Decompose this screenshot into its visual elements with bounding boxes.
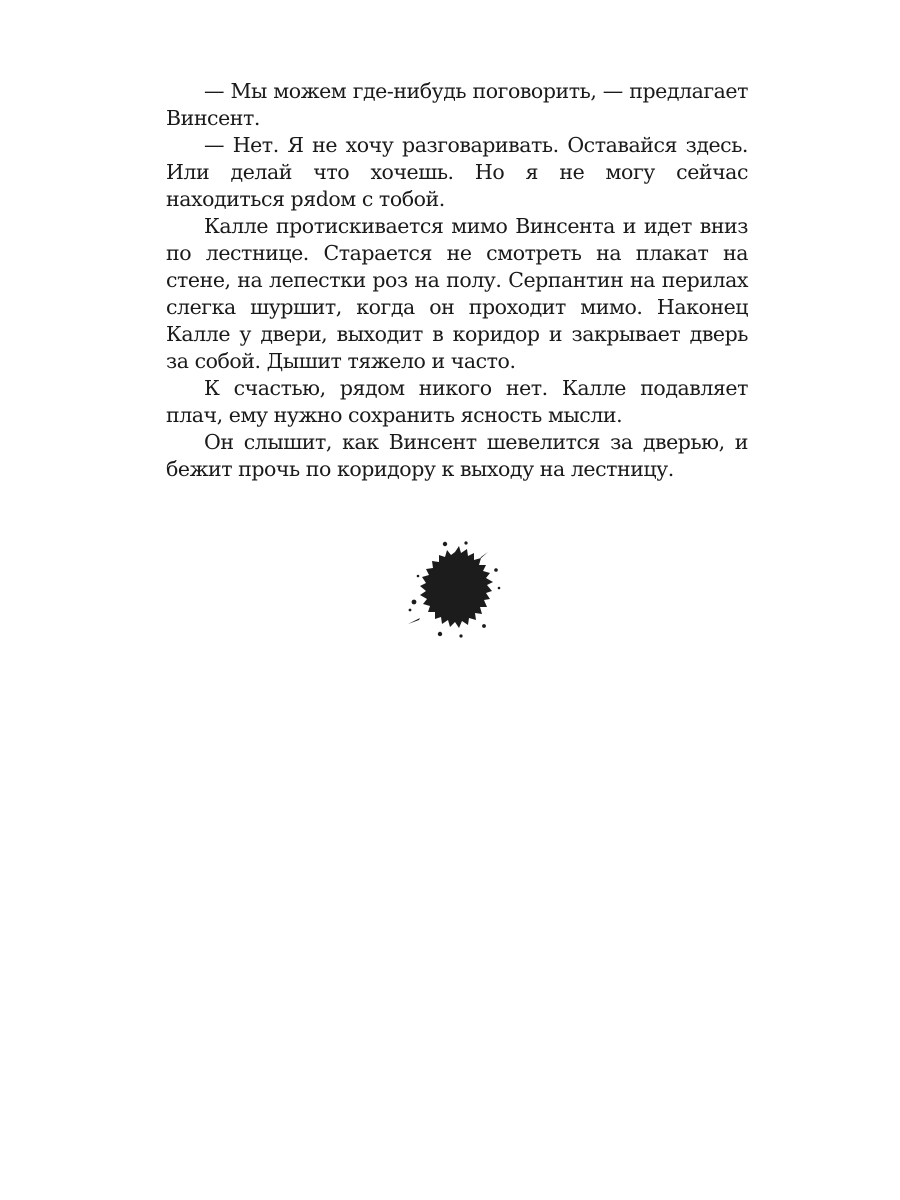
paragraph-3: Калле протискивается мимо Винсента и идет вниз по лестнице. Старается не смотреть на плакат на стене, на лепестки роз на полу. Серпантин на перилах слегка шуршит, когда он проходит мимо. Наконец Калле у двери, выходит в коридор и закрывает дверь за собой. Дышит тяжело и часто. bbox=[166, 214, 748, 373]
paragraph-1: — Мы можем где-нибудь поговорить, — предлагает Винсент. bbox=[166, 79, 748, 130]
body-text bbox=[166, 78, 748, 483]
paragraph-5: Он слышит, как Винсент шевелится за дверью, и бежит прочь по коридору к выходу на лестницу. bbox=[166, 430, 748, 481]
paragraph-4: К счастью, рядом никого нет. Калле подавляет плач, ему нужно сохранить ясность мысли. bbox=[166, 376, 748, 427]
paragraph-2: — Нет. Я не хочу разговаривать. Оставайся здесь. Или делай что хочешь. Но я не могу сейчас находиться ряdом с тобой. bbox=[166, 133, 748, 211]
ink-blot-icon bbox=[400, 540, 510, 640]
